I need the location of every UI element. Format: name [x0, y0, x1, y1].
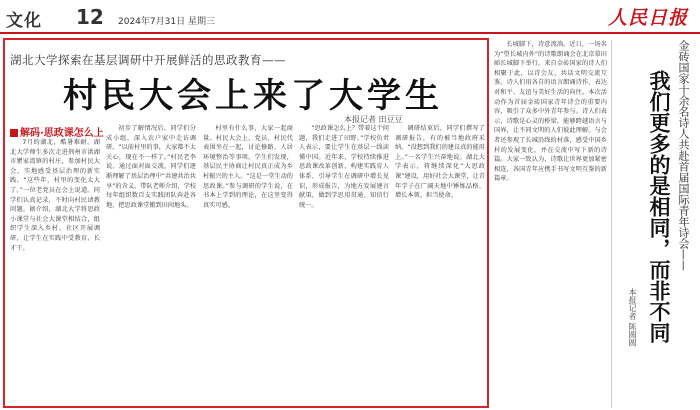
article-subhead: 湖北大学探索在基层调研中开展鲜活的思政教育——	[10, 53, 286, 67]
article-headline: 村民大会上来了大学生	[63, 76, 443, 116]
masthead	[0, 0, 700, 34]
square-bullet-icon	[10, 129, 18, 137]
paragraph: 初步了解情况后，同学们分成小组，深入农户家中走访调研。“以前村里的事，大家都不太关心，现在不一样了。”村民老李说。通过面对面交流，同学们逐渐理解了基层治理中“共建共治共享”的含义。带队老师介绍，学校每年组织数百支实践团队奔赴各地，把思政课堂搬到田间地头。	[106, 125, 196, 209]
paragraph: 7月的湖北，酷暑难耐。湖北大学师生多次走进荆州市洪湖市瞿家湾镇的村庄，参加村民大会，实地感受基层治理的新实践。“这些年，村里的变化太大了。”一位老党员在会上说道。同学们认真记录，不时向村民请教问题。据介绍，湖北大学将思政小课堂与社会大课堂相结合，组织学生深入乡村、社区开展调研，让学生在实践中受教育、长才干。	[10, 139, 100, 252]
paragraph: 调研结束后，同学们撰写了调研报告，有的被当地政府采纳。“没想到我们的建议真的能用上。”一名学生兴奋地说。湖北大学表示，将继续深化“大思政课”建设，用好社会大课堂，让青年学子在广阔天地中锤炼品格、增长本领、担当使命。	[395, 125, 485, 200]
side-article-body	[494, 40, 607, 408]
side-article-kicker: 金砖国家十余名诗人共赴首届国际青年诗会——	[677, 40, 690, 271]
page-number: 12	[76, 5, 104, 29]
article-column-1	[10, 138, 100, 404]
side-article-title: 我们更多的是相同，而非不同	[647, 70, 672, 343]
article-column-5	[395, 124, 485, 404]
side-article-header	[614, 40, 698, 408]
paragraph: 村里有什么事，大家一起商量。村民大会上，党员、村民代表围坐在一起，讨论修路、人居环境整治等事项。学生们发现，基层民主协商让村民真正成为乡村振兴的主人。“这是一堂生动的思政课。”参与调研的学生说，在书本上学到的理论，在这里变得真实可感。	[203, 125, 293, 209]
article-column-2	[106, 124, 196, 404]
section-name: 文化	[6, 11, 42, 31]
side-article-byline: 本报记者 陈圆圆	[628, 288, 637, 347]
article-column-4	[299, 124, 389, 404]
column-label-text: 解码·思政课怎么上	[20, 128, 104, 139]
paragraph: “思政课怎么上？带着这个问题，我们走进了田野。”学校负责人表示，要让学生在基层一线读懂中国。近年来，学校持续推进思政课改革创新，构建实践育人体系，引导学生在调研中增长见识，形成报告，为地方发展建言献策，做到学思用贯通、知信行统一。	[299, 125, 389, 209]
article-column-3	[203, 124, 293, 404]
newspaper-logo: 人民日报	[608, 7, 689, 29]
date-line: 2024年7月31日 星期三	[118, 17, 215, 27]
column-label	[10, 124, 104, 139]
article-byline: 本报记者 田豆豆	[344, 115, 403, 124]
paragraph: 长城脚下，诗意流淌。近日，一场名为“望长城内外”的诗歌朗诵会在北京慕田峪长城脚下举行。来自金砖国家的诗人们相聚于此，以诗会友，共话文明交流互鉴。诗人们用各自的语言朗诵诗作，表达对和平、友谊与美好生活的向往。本次活动作为首届金砖国家青年诗会的重要内容，吸引了众多中外青年参与。诗人们表示，诗歌是心灵的桥梁，能够跨越语言与国界，让不同文明的人们彼此理解。与会者还参观了长城沿线的村落，感受中国乡村的发展变化，并在交流中写下新的诗篇。大家一致认为，诗歌让世界更加紧密相连，各国青年应携手书写文明互鉴的新篇章。	[494, 41, 607, 183]
column-divider	[611, 40, 612, 408]
